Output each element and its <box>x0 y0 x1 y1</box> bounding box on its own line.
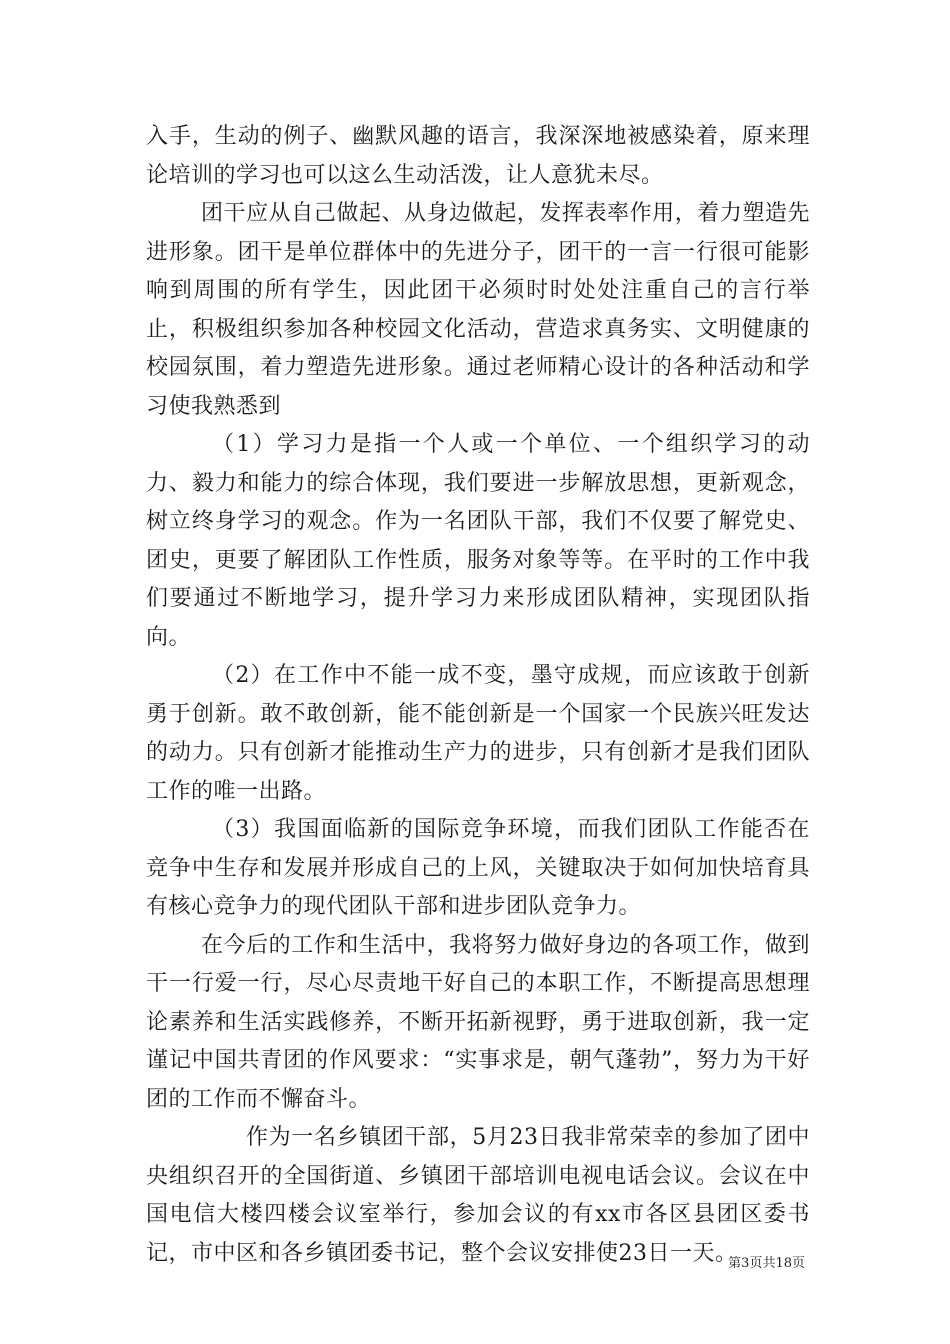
page-footer <box>0 1252 950 1271</box>
paragraph-continuation: 入手，生动的例子、幽默风趣的语言，我深深地被感染着，原来理论培训的学习也可以这么生动活泼，让人意犹未尽。 <box>146 124 810 188</box>
document-body <box>146 118 810 1273</box>
page-number: 第3页共18页 <box>728 1256 805 1271</box>
paragraph-meeting: 作为一名乡镇团干部，5月23日我非常荣幸的参加了团中央组织召开的全国街道、乡镇团干部培训电视电话会议。会议在中国电信大楼四楼会议室举行，参加会议的有xx市各区县团区委书记，市中区和各乡镇团委书记，整个会议安排使23日一天。 <box>146 1125 810 1266</box>
paragraph-role-model: 团干应从自己做起、从身边做起，发挥表率作用，着力塑造先进形象。团干是单位群体中的先进分子，团干的一言一行很可能影响到周围的所有学生，因此团干必须时时处处注重自己的言行举止，积极组织参加各种校园文化活动，营造求真务实、文明健康的校园氛围，着力塑造先进形象。通过老师精心设计的各种活动和学习使我熟悉到 <box>146 201 810 419</box>
paragraph-point-1: （1）学习力是指一个人或一个单位、一个组织学习的动力、毅力和能力的综合体现，我们要进一步解放思想，更新观念，树立终身学习的观念。作为一名团队干部，我们不仅要了解党史、团史，更要了解团队工作性质，服务对象等等。在平时的工作中我们要通过不断地学习，提升学习力来形成团队精神，实现团队指向。 <box>146 432 810 650</box>
paragraph-future-work: 在今后的工作和生活中，我将努力做好身边的各项工作，做到干一行爱一行，尽心尽责地干好自己的本职工作，不断提高思想理论素养和生活实践修养，不断开拓新视野，勇于进取创新，我一定谨记中国共青团的作风要求：“实事求是，朝气蓬勃”，努力为干好团的工作而不懈奋斗。 <box>146 932 810 1112</box>
paragraph-point-2: （2）在工作中不能一成不变，墨守成规，而应该敢于创新勇于创新。敢不敢创新，能不能创新是一个国家一个民族兴旺发达的动力。只有创新才能推动生产力的进步，只有创新才是我们团队工作的唯一出路。 <box>146 663 810 804</box>
paragraph-point-3: （3）我国面临新的国际竞争环境，而我们团队工作能否在竞争中生存和发展并形成自己的上风，关键取决于如何加快培育具有核心竞争力的现代团队干部和进步团队竞争力。 <box>146 817 810 919</box>
